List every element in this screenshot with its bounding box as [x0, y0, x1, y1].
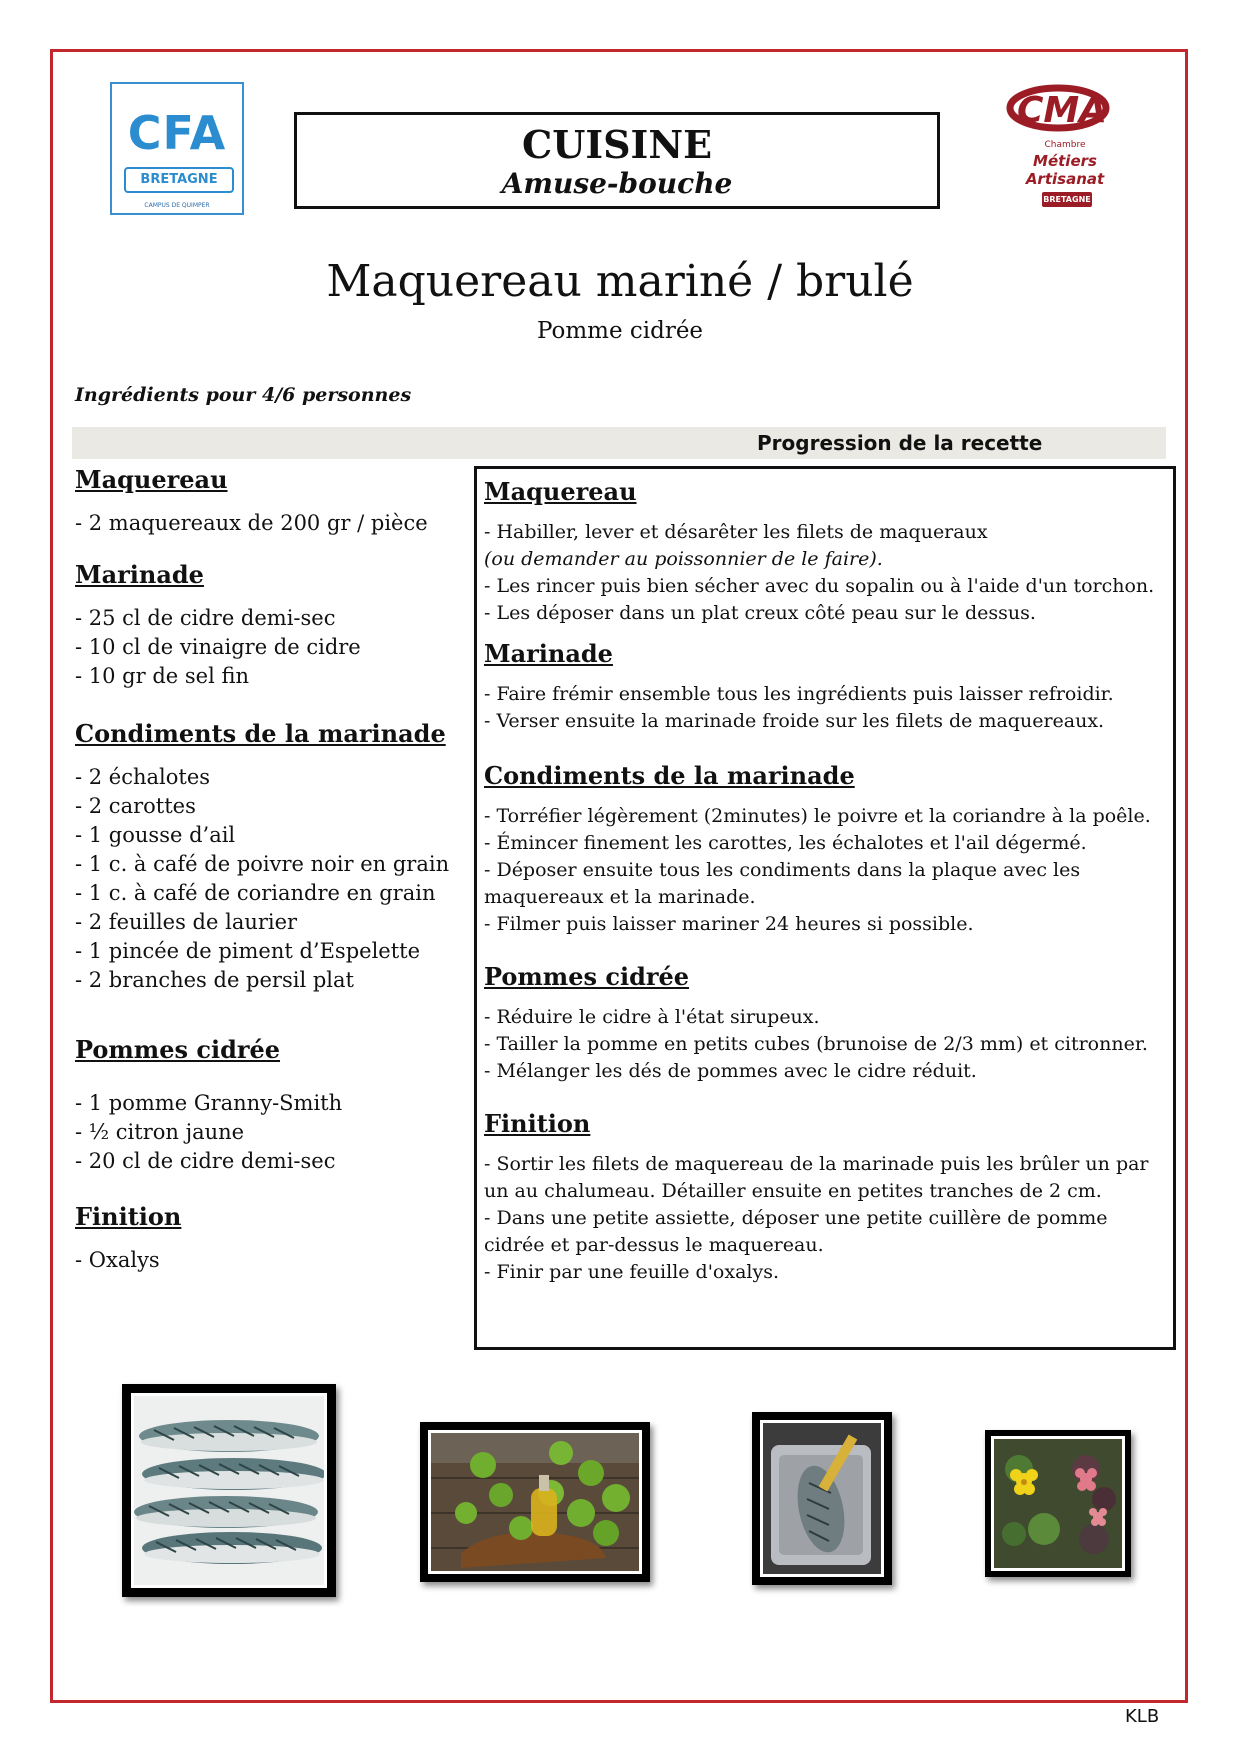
torch-mackerel-photo: [752, 1412, 892, 1585]
step-line: - Finir par une feuille d'oxalys.: [484, 1261, 780, 1283]
step-line: - Réduire le cidre à l'état sirupeux.: [484, 1006, 820, 1028]
progression-band: [72, 427, 1166, 459]
step-line: (ou demander au poissonnier de le faire).: [484, 548, 883, 570]
ingredient-section-title: Pommes cidrée: [75, 1035, 281, 1064]
ingredient-item: - 2 échalotes: [75, 765, 211, 789]
step-line: maquereaux et la marinade.: [484, 886, 756, 908]
ingredient-item: - 2 maquereaux de 200 gr / pièce: [75, 511, 428, 535]
ingredient-section-title: Marinade: [75, 560, 204, 589]
cfa-logo-band: BRETAGNE: [124, 167, 234, 193]
author-initials: KLB: [1125, 1706, 1160, 1727]
progression-heading: Progression de la recette: [757, 431, 1043, 455]
mackerel-image-icon: [134, 1396, 324, 1585]
step-section-title: Maquereau: [484, 477, 637, 506]
step-line: - Mélanger les dés de pommes avec le cidre réduit.: [484, 1060, 977, 1082]
step-line: - Filmer puis laisser mariner 24 heures si possible.: [484, 913, 974, 935]
ingredient-item: - 2 carottes: [75, 794, 196, 818]
recipe-title: Maquereau mariné / brulé: [326, 256, 914, 307]
ingredient-item: - 1 c. à café de coriandre en grain: [75, 881, 436, 905]
step-section-title: Pommes cidrée: [484, 962, 690, 991]
cma-mark-icon: [1006, 82, 1118, 132]
ingredient-item: - 25 cl de cidre demi-sec: [75, 606, 336, 630]
subcategory-title: Amuse-bouche: [501, 167, 733, 200]
step-line: - Sortir les filets de maquereau de la marinade puis les brûler un par: [484, 1153, 1149, 1175]
ingredient-item: - 20 cl de cidre demi-sec: [75, 1149, 336, 1173]
torch-image-icon: [763, 1423, 881, 1574]
step-line: - Habiller, lever et désarêter les filets de maqueraux: [484, 521, 988, 543]
step-section-title: Marinade: [484, 639, 613, 668]
ingredient-item: - 1 c. à café de poivre noir en grain: [75, 852, 450, 876]
header-box: [294, 112, 940, 209]
ingredient-item: - Oxalys: [75, 1248, 160, 1272]
category-title: CUISINE: [521, 122, 713, 167]
cma-line-artisanat: Artisanat: [1025, 170, 1105, 188]
ingredient-item: - ½ citron jaune: [75, 1120, 245, 1144]
apples-image-icon: [431, 1433, 639, 1571]
step-line: - Faire frémir ensemble tous les ingrédients puis laisser refroidir.: [484, 683, 1114, 705]
ingredient-section-title: Maquereau: [75, 465, 228, 494]
step-line: - Tailler la pomme en petits cubes (brunoise de 2/3 mm) et citronner.: [484, 1033, 1148, 1055]
step-line: cidrée et par-dessus le maquereau.: [484, 1234, 824, 1256]
progression-box: [474, 466, 1176, 1350]
ingredient-item: - 2 feuilles de laurier: [75, 910, 298, 934]
step-line: - Verser ensuite la marinade froide sur les filets de maquereaux.: [484, 710, 1105, 732]
ingredient-section-title: Finition: [75, 1202, 182, 1231]
mackerel-photo: [122, 1384, 336, 1597]
step-line: - Déposer ensuite tous les condiments dans la plaque avec les: [484, 859, 1081, 881]
oxalis-image-icon: [994, 1439, 1122, 1568]
cma-line-metiers: Métiers: [1033, 152, 1097, 170]
cfa-bretagne-logo: [110, 82, 244, 215]
step-line: - Les déposer dans un plat creux côté peau sur le dessus.: [484, 602, 1036, 624]
apples-cider-photo: [420, 1422, 650, 1582]
step-line: - Torréfier légèrement (2minutes) le poivre et la coriandre à la poêle.: [484, 805, 1151, 827]
cma-badge: BRETAGNE: [1042, 192, 1092, 207]
step-line: - Les rincer puis bien sécher avec du sopalin ou à l'aide d'un torchon.: [484, 575, 1155, 597]
step-line: un au chalumeau. Détailler ensuite en petites tranches de 2 cm.: [484, 1180, 1102, 1202]
step-line: - Dans une petite assiette, déposer une petite cuillère de pomme: [484, 1207, 1108, 1229]
ingredient-section-title: Condiments de la marinade: [75, 719, 446, 748]
ingredient-item: - 10 cl de vinaigre de cidre: [75, 635, 361, 659]
ingredients-column: [75, 465, 455, 1275]
cma-line-chambre: Chambre: [1044, 140, 1086, 150]
ingredient-item: - 1 pincée de piment d’Espelette: [75, 939, 421, 963]
ingredients-heading: Ingrédients pour 4/6 personnes: [75, 384, 412, 406]
cfa-logo-text: CFA: [127, 106, 227, 160]
step-section-title: Finition: [484, 1109, 591, 1138]
ingredient-item: - 10 gr de sel fin: [75, 664, 249, 688]
recipe-subtitle: Pomme cidrée: [536, 318, 704, 344]
cfa-logo-small: CAMPUS DE QUIMPER: [144, 202, 210, 209]
ingredient-item: - 1 gousse d’ail: [75, 823, 236, 847]
cma-initials: CMA: [1016, 90, 1108, 131]
step-line: - Émincer finement les carottes, les échalotes et l'ail dégermé.: [484, 832, 1087, 854]
oxalis-photo: [985, 1430, 1131, 1577]
ingredient-item: - 1 pomme Granny-Smith: [75, 1091, 343, 1115]
ingredient-item: - 2 branches de persil plat: [75, 968, 354, 992]
step-section-title: Condiments de la marinade: [484, 761, 855, 790]
cma-logo: [1000, 76, 1130, 216]
